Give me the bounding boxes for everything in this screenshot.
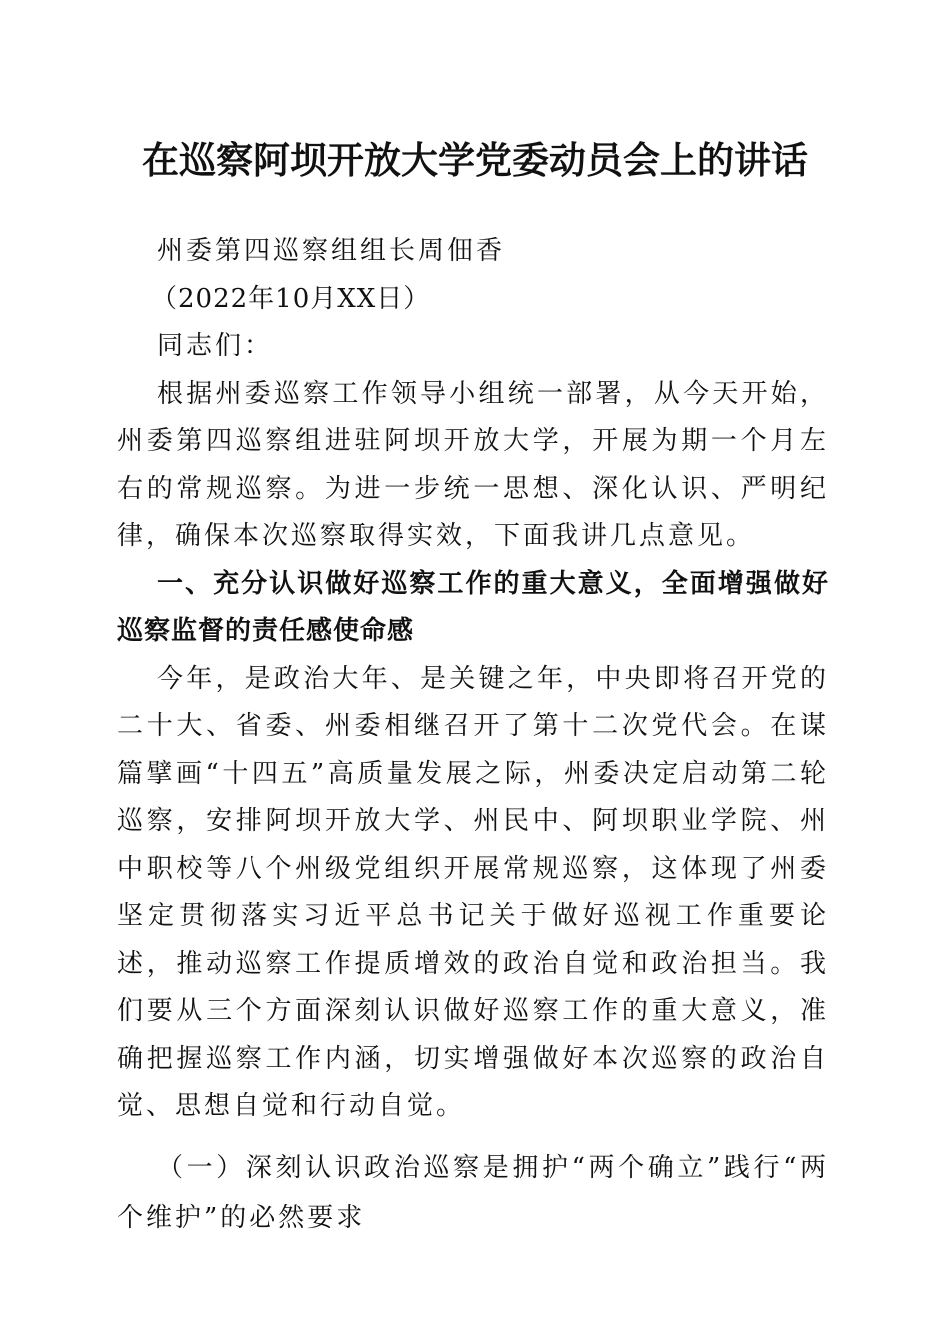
section-heading: 一、充分认识做好巡察工作的重大意义，全面增强做好巡察监督的责任感使命感 <box>117 568 829 646</box>
salutation: 同志们： <box>157 331 274 361</box>
date-line: （2022年10月XX日） <box>151 283 431 314</box>
subsection-heading: （一）深刻认识政治巡察是拥护“两个确立”践行“两个维护”的必然要求 <box>117 1152 829 1233</box>
author-line: 州委第四巡察组组长周佃香 <box>157 236 506 266</box>
intro-paragraph: 根据州委巡察工作领导小组统一部署，从今天开始，州委第四巡察组进驻阿坝开放大学，开展为期一个月左右的常规巡察。为进一步统一思想、深化认识、严明纪律，确保本次巡察取得实效，下面我讲几点意见。 <box>117 378 829 551</box>
document-title: 在巡察阿坝开放大学党委动员会上的讲话 <box>142 138 808 182</box>
body-paragraph: 今年，是政治大年、是关键之年，中央即将召开党的二十大、省委、州委相继召开了第十二次党代会。在谋篇擘画“十四五”高质量发展之际，州委决定启动第二轮巡察，安排阿坝开放大学、州民中、阿坝职业学院、州中职校等八个州级党组织开展常规巡察，这体现了州委坚定贯彻落实习近平总书记关于做好巡视工作重要论述，推动巡察工作提质增效的政治自觉和政治担当。我们要从三个方面深刻认识做好巡察工作的重大意义，准确把握巡察工作内涵，切实增强做好本次巡察的政治自觉、思想自觉和行动自觉。 <box>117 663 829 1121</box>
document-body <box>117 228 829 1243</box>
